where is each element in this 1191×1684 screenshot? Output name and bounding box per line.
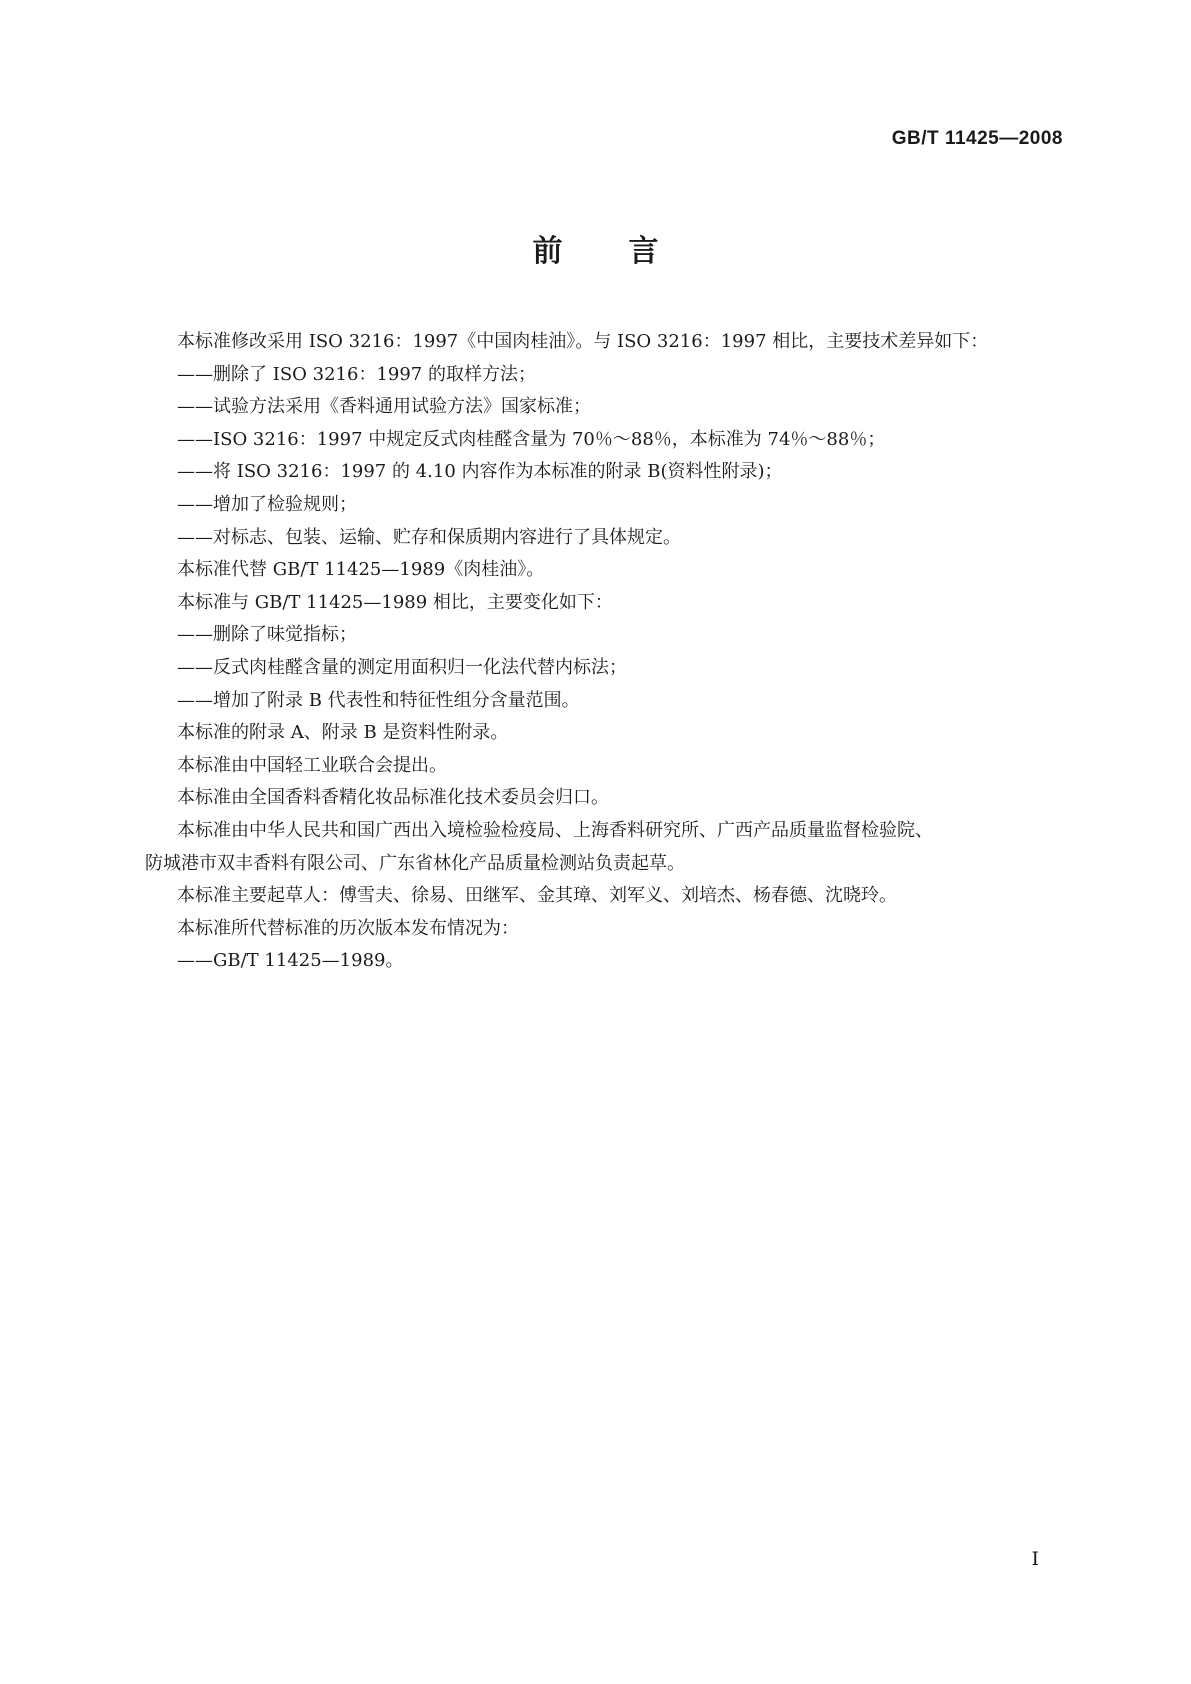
list-item: ——ISO 3216：1997 中规定反式肉桂醛含量为 70％～88％，本标准为 74％～88％； bbox=[177, 428, 886, 450]
paragraph-drafting-units bbox=[145, 815, 1067, 880]
paragraph: 本标准由中国轻工业联合会提出。 bbox=[177, 754, 447, 776]
list-item: ——反式肉桂醛含量的测定用面积归一化法代替内标法； bbox=[177, 656, 627, 678]
list-item: ——删除了 ISO 3216：1997 的取样方法； bbox=[177, 363, 536, 385]
list-item: ——删除了味觉指标； bbox=[177, 624, 357, 646]
paragraph: 本标准由全国香料香精化妆品标准化技术委员会归口。 bbox=[177, 787, 609, 809]
paragraph: 本标准所代替标准的历次版本发布情况为： bbox=[177, 917, 519, 939]
paragraph: 本标准修改采用 ISO 3216：1997《中国肉桂油》。与 ISO 3216：1997 相比，主要技术差异如下： bbox=[177, 331, 989, 352]
list-item: ——将 ISO 3216：1997 的 4.10 内容作为本标准的附录 B(资料性附录)； bbox=[177, 461, 783, 483]
paragraph: 本标准主要起草人：傅雪夫、徐易、田继军、金其璋、刘军义、刘培杰、杨春德、沈晓玲。 bbox=[177, 885, 897, 907]
page-title bbox=[0, 226, 1191, 270]
list-item: ——对标志、包装、运输、贮存和保质期内容进行了具体规定。 bbox=[177, 526, 681, 548]
paragraph: 本标准与 GB/T 11425—1989 相比，主要变化如下： bbox=[177, 591, 613, 613]
title-char-1: 前 bbox=[532, 234, 563, 269]
page-number: I bbox=[1031, 1548, 1039, 1570]
paragraph: 本标准代替 GB/T 11425—1989《肉桂油》。 bbox=[177, 559, 545, 581]
foreword-body bbox=[145, 326, 1067, 978]
paragraph-line: 防城港市双丰香料有限公司、广东省林化产品质量检测站负责起草。 bbox=[145, 852, 685, 874]
standard-number: GB/T 11425—2008 bbox=[891, 128, 1063, 149]
list-item: ——增加了检验规则； bbox=[177, 493, 357, 515]
title-char-2: 言 bbox=[628, 234, 659, 269]
paragraph-line: 本标准由中华人民共和国广西出入境检验检疫局、上海香料研究所、广西产品质量监督检验院、 bbox=[177, 819, 933, 841]
paragraph: 本标准的附录 A、附录 B 是资料性附录。 bbox=[177, 722, 509, 744]
list-item: ——试验方法采用《香料通用试验方法》国家标准； bbox=[177, 396, 591, 418]
list-item: ——增加了附录 B 代表性和特征性组分含量范围。 bbox=[177, 689, 580, 711]
list-item: ——GB/T 11425—1989。 bbox=[177, 950, 404, 972]
